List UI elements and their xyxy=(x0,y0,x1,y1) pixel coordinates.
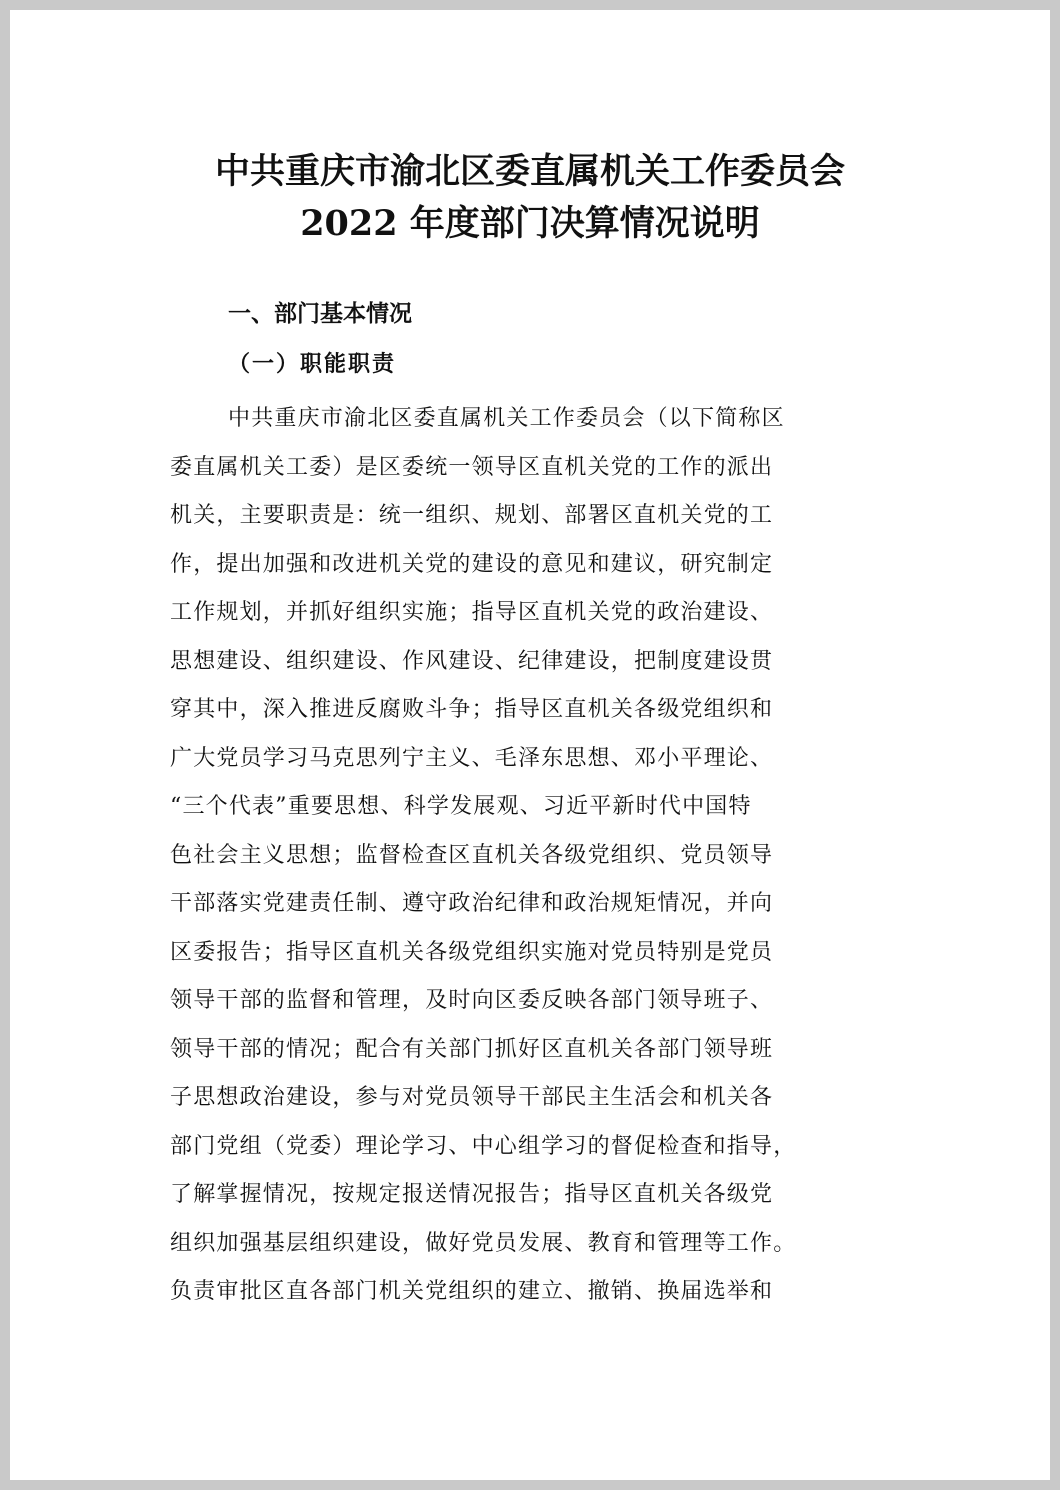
paragraph-line: 干部落实党建责任制、遵守政治纪律和政治规矩情况，并向 xyxy=(170,891,774,916)
section-heading: 一、部门基本情况 xyxy=(228,301,412,327)
paragraph-line: 广大党员学习马克思列宁主义、毛泽东思想、邓小平理论、 xyxy=(170,745,774,771)
paragraph-line: 部门党组（党委）理论学习、中心组学习的督促检查和指导， xyxy=(170,1133,797,1159)
paragraph-line: “三个代表”重要思想、科学发展观、习近平新时代中国特 xyxy=(170,794,752,819)
paragraph-line: 思想建设、组织建设、作风建设、纪律建设，把制度建设贯 xyxy=(170,648,774,674)
paragraph-duties xyxy=(170,395,930,1317)
document-page xyxy=(10,10,1050,1480)
paragraph-line: 组织加强基层组织建设，做好党员发展、教育和管理等工作。 xyxy=(170,1230,797,1256)
paragraph-line: 负责审批区直各部门机关党组织的建立、撤销、换届选举和 xyxy=(170,1279,774,1304)
paragraph-line: 机关，主要职责是：统一组织、规划、部署区直机关党的工 xyxy=(170,503,774,528)
paragraph-line: 领导干部的监督和管理，及时向区委反映各部门领导班子、 xyxy=(170,988,774,1013)
paragraph-line: 色社会主义思想；监督检查区直机关各级党组织、党员领导 xyxy=(170,842,774,868)
paragraph-line: 领导干部的情况；配合有关部门抓好区直机关各部门领导班 xyxy=(170,1036,774,1062)
paragraph-line: 区委报告；指导区直机关各级党组织实施对党员特别是党员 xyxy=(170,939,774,965)
paragraph-line: 穿其中，深入推进反腐败斗争；指导区直机关各级党组织和 xyxy=(170,697,774,722)
document-title-line-1: 中共重庆市渝北区委直属机关工作委员会 xyxy=(214,151,845,192)
paragraph-line: 委直属机关工委）是区委统一领导区直机关党的工作的派出 xyxy=(170,454,774,480)
subsection-heading: （一）职能职责 xyxy=(228,351,397,377)
paragraph-line: 子思想政治建设，参与对党员领导干部民主生活会和机关各 xyxy=(170,1085,774,1110)
paragraph-line: 中共重庆市渝北区委直属机关工作委员会（以下简称区 xyxy=(228,406,785,431)
paragraph-line: 作，提出加强和改进机关党的建设的意见和建议，研究制定 xyxy=(170,551,774,577)
paragraph-line: 了解掌握情况，按规定报送情况报告；指导区直机关各级党 xyxy=(170,1182,774,1207)
document-title-line-2: 2022 年度部门决算情况说明 xyxy=(300,203,760,244)
paragraph-line: 工作规划，并抓好组织实施；指导区直机关党的政治建设、 xyxy=(170,600,774,625)
